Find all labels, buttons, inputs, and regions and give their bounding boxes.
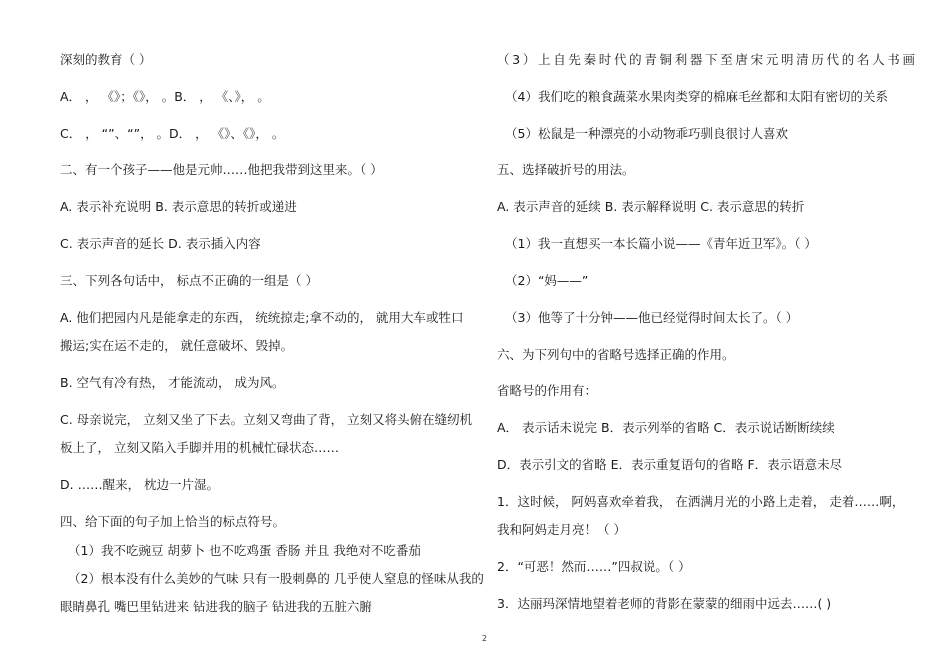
text-line: C. 母亲说完， 立刻又坐了下去。立刻又弯曲了背， 立刻又将头俯在缝纫机 — [60, 412, 473, 427]
text-line: 五、选择破折号的用法。 — [497, 162, 635, 177]
text-line: （4）我们吃的粮食蔬菜水果肉类穿的棉麻毛丝都和太阳有密切的关系 — [505, 89, 888, 104]
text-line: 我和阿妈走月亮！（ ） — [497, 522, 626, 537]
text-line: B. 空气有冷有热， 才能流动， 成为风。 — [60, 375, 285, 390]
text-line: 3．达丽玛深情地望着老师的背影在蒙蒙的细雨中远去……( ) — [497, 596, 832, 611]
text-line: A. 表示声音的延续 B. 表示解释说明 C. 表示意思的转折 — [497, 199, 805, 214]
text-line: （3）他等了十分钟——他已经觉得时间太长了。（ ） — [505, 310, 799, 325]
page-number: 2 — [482, 634, 488, 643]
text-line: 板上了， 立刻又陷入手脚并用的机械忙碌状态…… — [60, 440, 339, 455]
text-line: 1．这时候， 阿妈喜欢牵着我， 在洒满月光的小路上走着， 走着……啊， — [497, 494, 905, 509]
text-line: （5）松鼠是一种漂亮的小动物乖巧驯良很讨人喜欢 — [505, 126, 788, 141]
text-line: 省略号的作用有： — [497, 383, 598, 398]
text-line: C． ， “”、“”， 。D． ， 《》、《》， 。 — [60, 126, 285, 141]
text-line: 2．“可恶！然而……”四叔说。（ ） — [497, 559, 691, 574]
right-column — [497, 0, 937, 671]
left-column — [60, 0, 490, 671]
text-line: 深刻的教育（ ） — [60, 52, 152, 67]
text-line: D．表示引文的省略 E．表示重复语句的省略 F．表示语意未尽 — [497, 457, 843, 472]
text-line: A． 表示话未说完 B．表示列举的省略 C．表示说话断断续续 — [497, 420, 835, 435]
text-line: 二、有一个孩子——他是元帅……他把我带到这里来。（ ） — [60, 162, 383, 177]
text-line: D. ……醒来， 枕边一片湿。 — [60, 477, 220, 492]
text-line: C. 表示声音的延长 D. 表示插入内容 — [60, 236, 261, 251]
text-line: （3）上自先秦时代的青铜利器下至唐宋元明清历代的名人书画 — [497, 52, 915, 67]
text-line: 搬运;实在运不走的， 就任意破坏、毁掉。 — [60, 338, 294, 353]
text-line: （2）根本没有什么美妙的气味 只有一股刺鼻的 几乎使人窒息的怪味从我的 — [68, 571, 484, 586]
text-line: A. 表示补充说明 B. 表示意思的转折或递进 — [60, 199, 297, 214]
text-line: 三、下列各句话中， 标点不正确的一组是（ ） — [60, 273, 318, 288]
text-line: （1）我一直想买一本长篇小说——《青年近卫军》。（ ） — [505, 236, 817, 251]
text-line: A． ， 《》；《》， 。B． ， 《、》， 。 — [60, 89, 270, 104]
text-line: （2）“妈——” — [505, 273, 589, 288]
text-line: A. 他们把园内凡是能拿走的东西， 统统掠走;拿不动的， 就用大车或牲口 — [60, 310, 464, 325]
text-line: 四、给下面的句子加上恰当的标点符号。 — [60, 514, 286, 529]
text-line: 六、为下列句中的省略号选择正确的作用。 — [497, 347, 735, 362]
text-line: （1）我不吃豌豆 胡萝卜 也不吃鸡蛋 香肠 并且 我绝对不吃番茄 — [68, 543, 421, 558]
text-line: 眼睛鼻孔 嘴巴里钻进来 钻进我的脑子 钻进我的五脏六腑 — [60, 599, 372, 614]
